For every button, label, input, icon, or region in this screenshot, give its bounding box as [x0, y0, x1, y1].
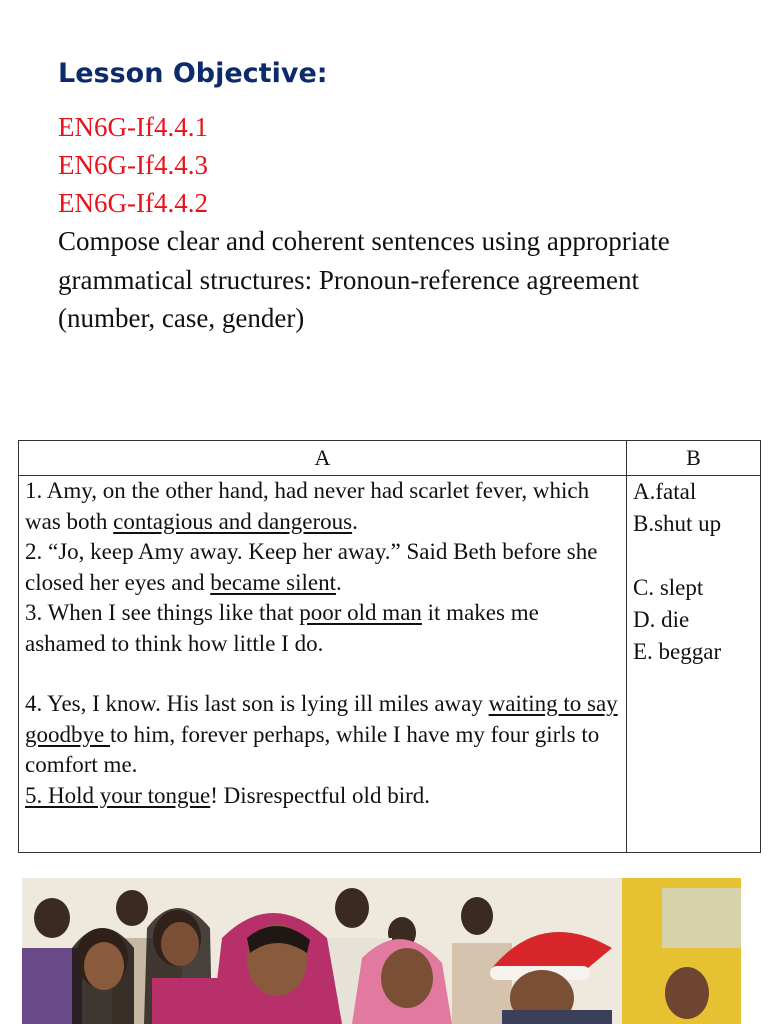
choice-item: E. beggar — [633, 639, 722, 664]
column-b-choices — [627, 476, 761, 853]
sentence-item: 1. Amy, on the other hand, had never had scarlet fever, which was both contagious and dangerous. — [25, 478, 590, 534]
underlined-phrase: contagious and dangerous — [113, 508, 353, 534]
column-a-sentences — [19, 476, 627, 853]
column-b-header: B — [627, 441, 761, 476]
competency-code: EN6G-If4.4.3 — [58, 150, 208, 180]
underlined-phrase: poor old man — [299, 600, 422, 625]
underlined-phrase: waiting to say goodbye — [25, 691, 618, 747]
lesson-objective-title: Lesson Objective: — [58, 58, 328, 89]
column-a-header: A — [19, 441, 627, 476]
underlined-phrase: became silent — [210, 569, 337, 595]
choice-item: A.fatal — [633, 479, 697, 504]
crowd-photo-illustration — [22, 878, 741, 1024]
matching-table — [18, 440, 761, 853]
choice-item: C. slept — [633, 575, 704, 600]
competency-codes — [58, 108, 208, 222]
crowd-photo — [22, 878, 741, 1024]
sentence-item: 2. “Jo, keep Amy away. Keep her away.” Said Beth before she closed her eyes and became silent. — [25, 539, 598, 595]
spacer — [25, 659, 622, 689]
choice-item: B.shut up — [633, 511, 722, 536]
sentence-item: 5. Hold your tongue! Disrespectful old bird. — [25, 782, 430, 808]
objective-description: Compose clear and coherent sentences using appropriate grammatical structures: Pronoun-reference agreement (number, case, gender) — [58, 226, 670, 333]
choice-item: D. die — [633, 607, 690, 632]
spacer — [633, 540, 756, 572]
underlined-phrase: 5. Hold your tongue — [25, 782, 211, 808]
sentence-item: 3. When I see things like that poor old man it makes me ashamed to think how little I do. — [25, 600, 539, 656]
sentence-item: 4. Yes, I know. His last son is lying ill miles away waiting to say goodbye to him, forever perhaps, while I have my four girls to comfort me. — [25, 691, 618, 777]
competency-code: EN6G-If4.4.1 — [58, 112, 208, 142]
competency-code: EN6G-If4.4.2 — [58, 188, 208, 218]
